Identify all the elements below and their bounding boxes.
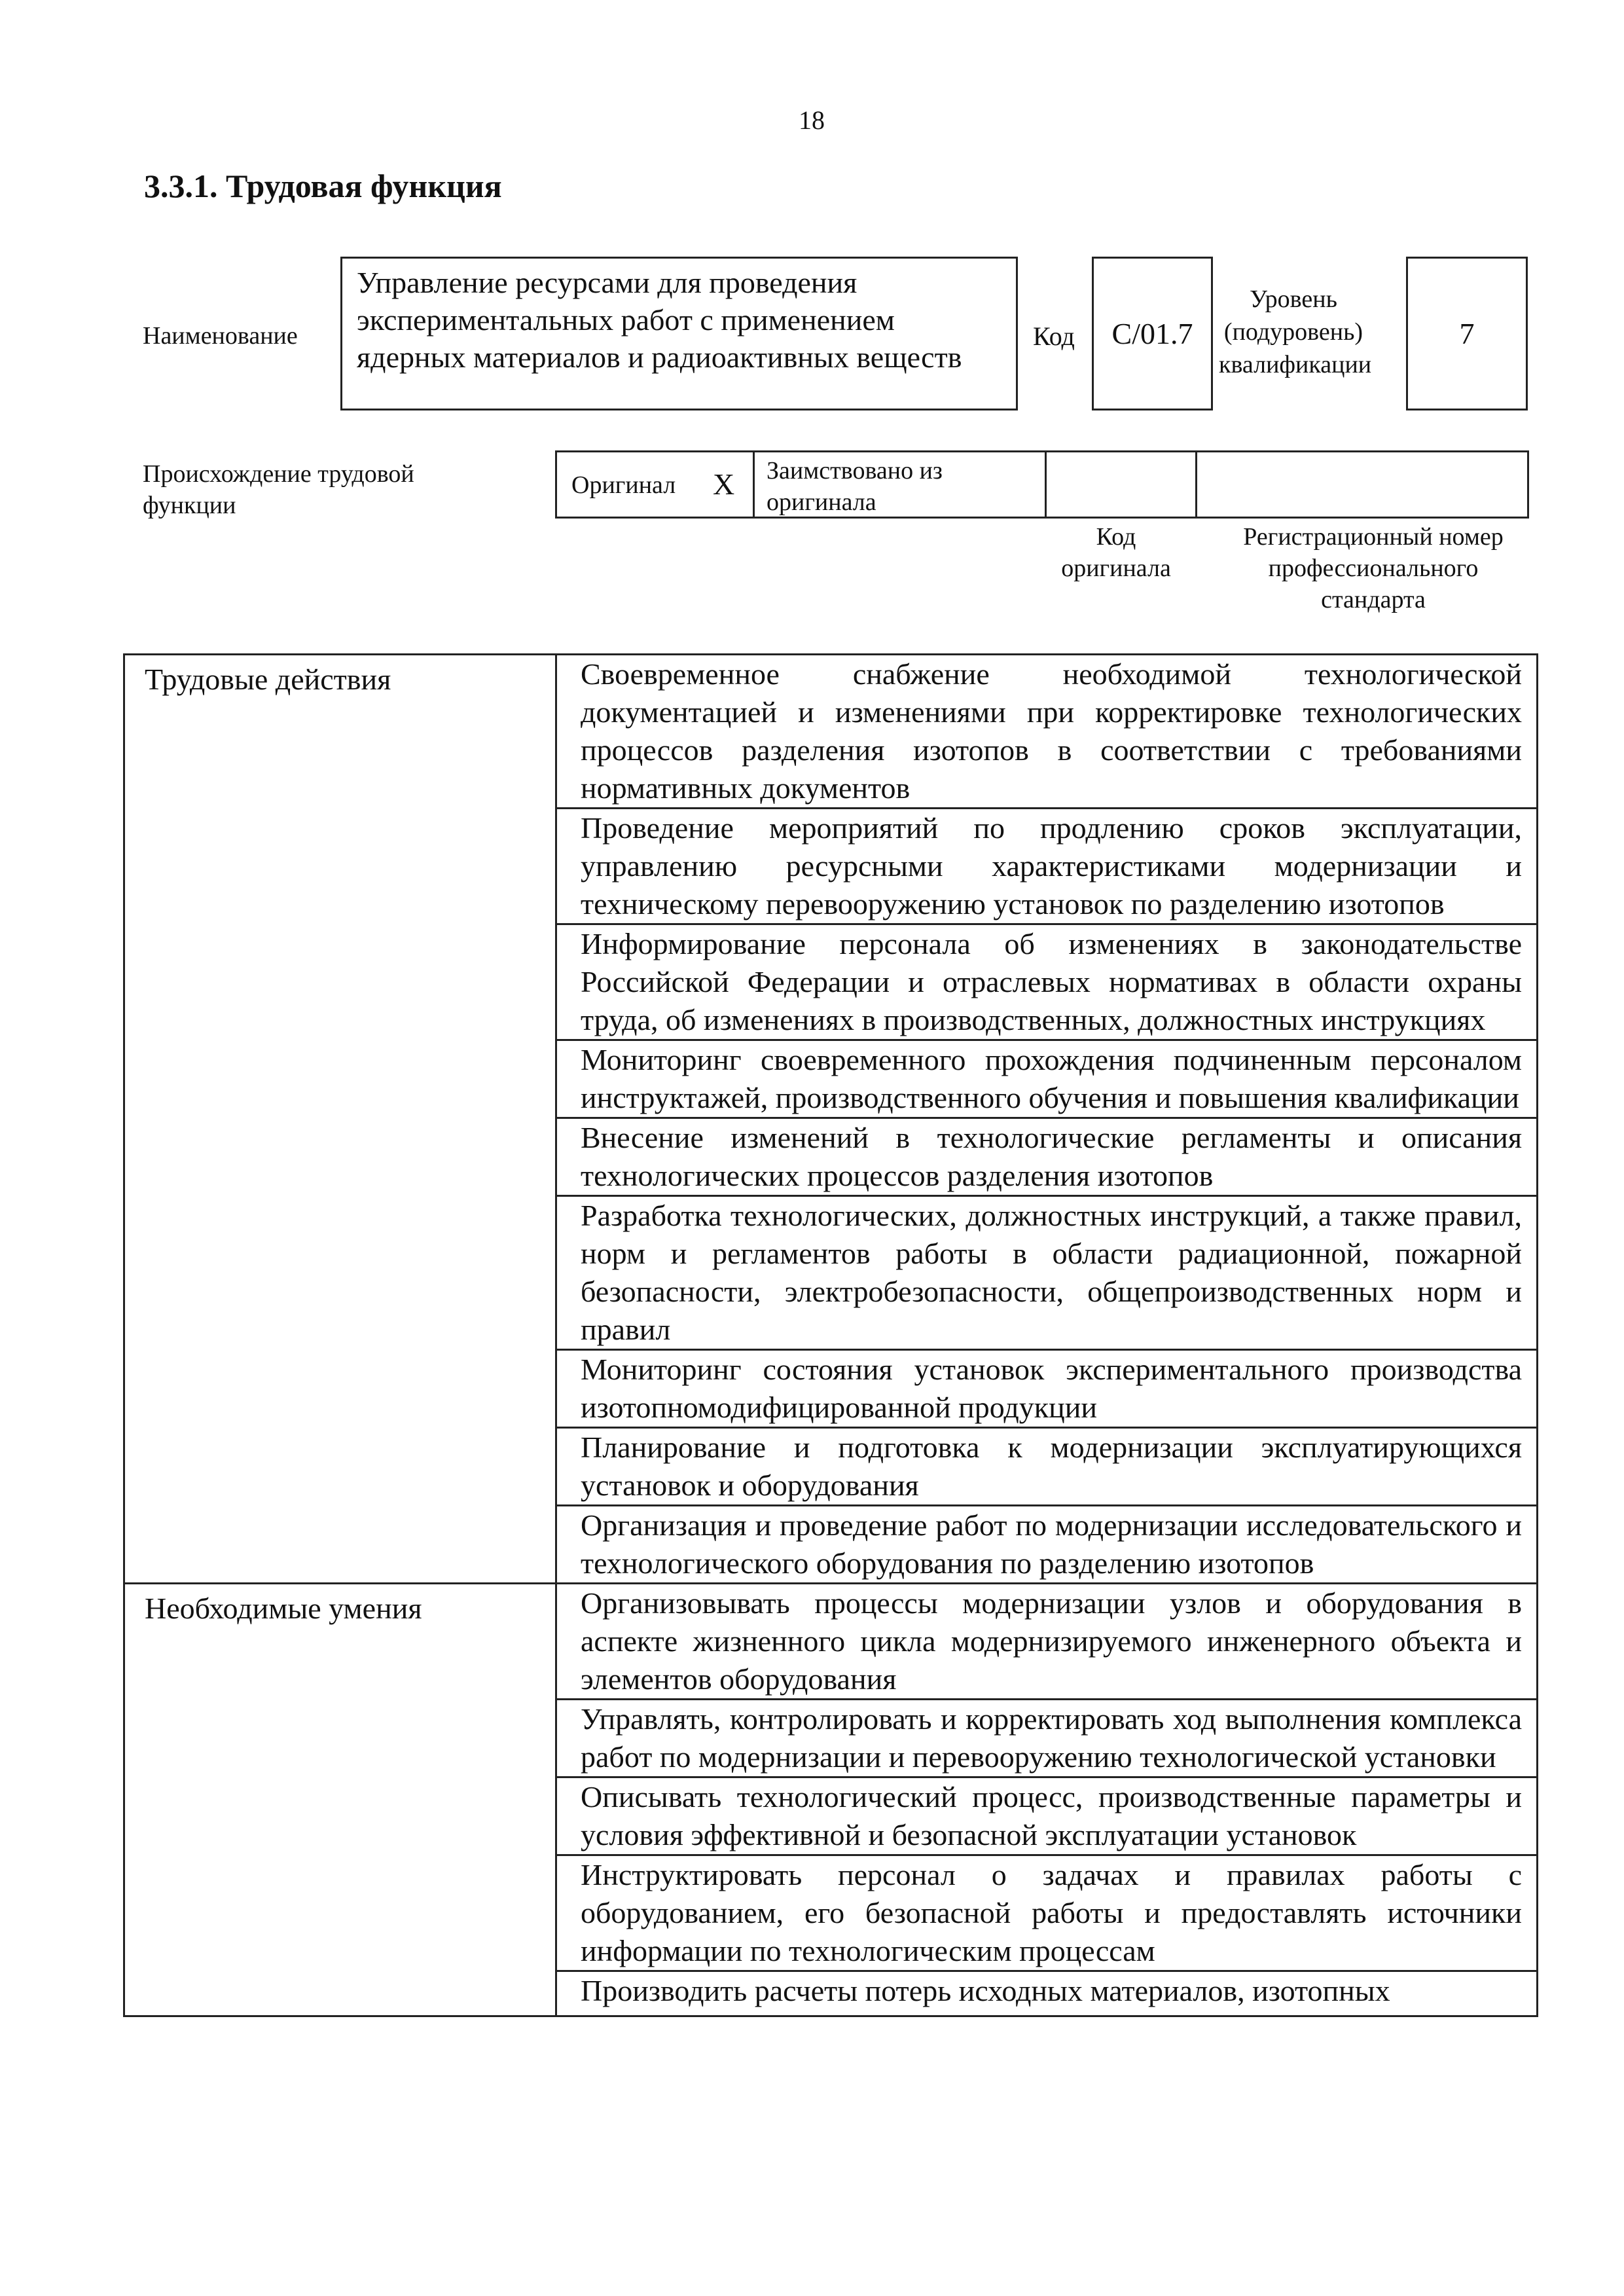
group-label: Необходимые умения [125,1584,557,2015]
level-box [1406,257,1528,410]
section-title: 3.3.1. Трудовая функция [144,168,502,204]
function-name-box: Управление ресурсами для проведения экспериментальных работ с применением ядерных материалов и радиоактивных веществ [340,257,1018,410]
table-group [125,1584,1536,2015]
code-box [1092,257,1213,410]
original-cell [557,452,755,517]
original-mark: X [713,467,735,501]
name-label: Наименование [143,322,298,350]
group-items [557,1584,1536,2015]
table-row: Разработка технологических, должностных инструкций, а также правил, норм и регламентов работы в области радиационной, пожарной безопасности, электробезопасности, общепроизводственных норм и правил [557,1197,1536,1351]
table-row: Производить расчеты потерь исходных материалов, изотопных [581,1974,1390,2007]
level-value: 7 [1459,317,1475,350]
registration-number-caption: Регистрационный номер профессионального стандарта [1243,523,1504,613]
group-items [557,655,1536,1582]
table-group [125,655,1536,1584]
group-label: Трудовые действия [125,655,557,1582]
function-table [123,653,1538,2017]
table-row: Планирование и подготовка к модернизации эксплуатирующихся установок и оборудования [557,1429,1536,1506]
origin-label: Происхождение трудовой функции [143,460,414,519]
original-code-cell [1047,452,1197,517]
code-label: Код [1033,321,1075,351]
original-code-caption: Код оригинала [1061,523,1171,582]
table-row: Внесение изменений в технологические регламенты и описания технологических процессов разделения изотопов [557,1119,1536,1197]
table-row: Инструктировать персонал о задачах и правилах работы с оборудованием, его безопасной работы и предоставлять источники информации по технологическим процессам [557,1856,1536,1972]
level-label: Уровень (подуровень) квалификации [1219,285,1372,378]
borrowed-cell [755,452,1047,517]
table-row: Информирование персонала об изменениях в законодательстве Российской Федерации и отраслевых нормативах в области охраны труда, об изменениях в производственных, должностных инструкциях [557,925,1536,1041]
origin-table [555,450,1529,519]
table-row: Мониторинг состояния установок экспериментального производства изотопномодифицированной продукции [557,1351,1536,1429]
table-row: Описывать технологический процесс, производственные параметры и условия эффективной и безопасной эксплуатации установок [557,1778,1536,1856]
table-row: Проведение мероприятий по продлению сроков эксплуатации, управлению ресурсными характеристиками модернизации и техническому перевооружению установок по разделению изотопов [557,809,1536,925]
table-row: Управлять, контролировать и корректировать ход выполнения комплекса работ по модернизации и перевооружению технологической установки [557,1700,1536,1778]
code-value: C/01.7 [1111,317,1193,350]
table-row: Организация и проведение работ по модернизации исследовательского и технологического оборудования по разделению изотопов [581,1508,1522,1580]
registration-number-cell [1197,452,1527,517]
table-row: Организовывать процессы модернизации узлов и оборудования в аспекте жизненного цикла модернизируемого инженерного объекта и элементов оборудования [557,1584,1536,1700]
original-label: Оригинал [571,471,676,499]
table-row: Мониторинг своевременного прохождения подчиненным персоналом инструктажей, производственного обучения и повышения квалификации [557,1041,1536,1119]
borrowed-label: Заимствовано из оригинала [767,457,943,516]
page-number: 18 [799,105,825,135]
table-row: Своевременное снабжение необходимой технологической документацией и изменениями при корректировке технологических процессов разделения изотопов в соответствии с требованиями нормативных документов [557,655,1536,809]
